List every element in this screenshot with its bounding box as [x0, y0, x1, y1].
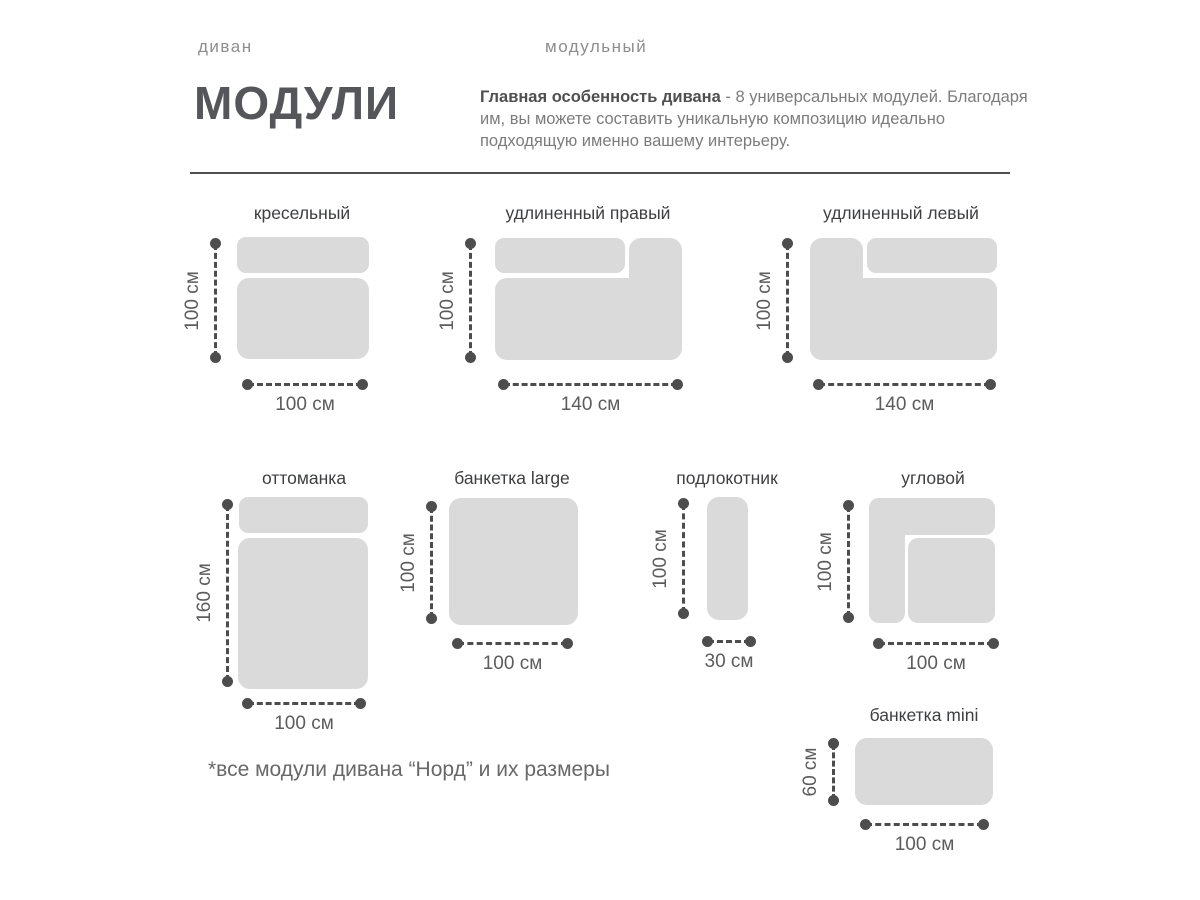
dimension-line [832, 744, 835, 800]
module-name: подлокотник [676, 468, 778, 488]
backrest-shape [495, 238, 625, 273]
dimension-line [248, 383, 362, 386]
dimension-dot [843, 612, 854, 623]
description-line2: им, вы можете составить уникальную композицию идеально [480, 110, 946, 128]
seat-shape [495, 278, 682, 360]
dimension-line [819, 383, 990, 386]
dimension-dot [465, 352, 476, 363]
description-lead: Главная особенность дивана [480, 88, 721, 106]
divider-line [190, 172, 1010, 174]
width-dimension [242, 698, 366, 734]
width-label: 100 см [906, 653, 966, 674]
dimension-line [879, 642, 993, 645]
width-dimension [702, 636, 756, 672]
width-label: 100 см [894, 834, 955, 855]
width-dimension [813, 379, 996, 415]
dimension-dot [782, 352, 793, 363]
height-dimension [182, 238, 221, 363]
seat-shape [855, 738, 993, 805]
height-dimension [800, 738, 839, 806]
module-name: банкетка large [454, 468, 570, 488]
height-dimension [437, 238, 476, 363]
backrest-shape [237, 237, 369, 273]
dimension-line [248, 702, 360, 705]
height-label: 100 см [182, 270, 203, 331]
width-label: 30 см [704, 651, 754, 672]
dimension-line [682, 504, 685, 613]
height-label: 60 см [800, 747, 821, 797]
corner-backrest-side-shape [869, 498, 905, 623]
seat-shape [908, 538, 995, 623]
height-dimension [398, 501, 437, 624]
dimension-dot [357, 379, 368, 390]
backrest-shape [239, 497, 368, 533]
width-dimension [452, 638, 573, 674]
height-label: 100 см [398, 532, 419, 593]
header-right-label: модульный [545, 37, 648, 56]
dimension-line [430, 507, 433, 618]
dimension-dot [426, 613, 437, 624]
dimension-line [214, 244, 217, 357]
dimension-line [847, 506, 850, 617]
height-dimension [815, 500, 854, 623]
dimension-dot [222, 676, 233, 687]
dimension-dot [745, 636, 756, 647]
dimension-dot [985, 379, 996, 390]
dimension-dot [678, 608, 689, 619]
dimension-dot [988, 638, 999, 649]
dimension-dot [672, 379, 683, 390]
width-dimension [873, 638, 999, 674]
seat-shape [449, 498, 578, 625]
module-name: банкетка mini [869, 705, 979, 725]
height-dimension [754, 238, 793, 363]
description-line3: подходящую именно вашему интерьеру. [480, 132, 791, 150]
module-name: удлиненный правый [505, 203, 671, 223]
seat-shape [810, 278, 997, 360]
height-dimension [650, 498, 689, 619]
dimension-line [469, 244, 472, 357]
dimension-line [458, 642, 567, 645]
seat-shape [237, 278, 369, 359]
backrest-shape [867, 238, 997, 273]
module-name: удлиненный левый [823, 203, 979, 223]
description [480, 86, 1040, 152]
dimension-line [786, 244, 789, 357]
dimension-line [504, 383, 677, 386]
width-label: 100 см [274, 713, 334, 734]
dimension-dot [210, 352, 221, 363]
height-label: 160 см [194, 563, 215, 623]
height-label: 100 см [437, 270, 458, 331]
height-label: 100 см [815, 531, 836, 592]
width-dimension [498, 379, 683, 415]
dimension-line [708, 640, 750, 643]
module-name: угловой [901, 468, 965, 488]
height-dimension [194, 499, 233, 687]
height-label: 100 см [754, 270, 775, 331]
width-label: 100 см [482, 653, 543, 674]
width-label: 140 см [560, 394, 621, 415]
width-dimension [860, 819, 989, 855]
width-dimension [242, 379, 368, 415]
header-left-label: диван [198, 37, 253, 56]
dimension-dot [562, 638, 573, 649]
seat-shape [238, 538, 368, 689]
description-line1: - 8 универсальных модулей. Благодаря [720, 88, 1028, 106]
dimension-dot [355, 698, 366, 709]
armrest-shape [707, 497, 748, 620]
height-label: 100 см [650, 528, 671, 589]
dimension-dot [828, 795, 839, 806]
module-name: кресельный [253, 203, 351, 223]
module-name: оттоманка [261, 468, 347, 488]
page-title: МОДУЛИ [194, 77, 400, 129]
width-label: 100 см [275, 394, 335, 415]
width-label: 140 см [874, 394, 935, 415]
dimension-line [866, 823, 983, 826]
dimension-dot [978, 819, 989, 830]
footnote: *все модули дивана “Норд” и их размеры [208, 758, 610, 781]
dimension-line [226, 505, 229, 681]
